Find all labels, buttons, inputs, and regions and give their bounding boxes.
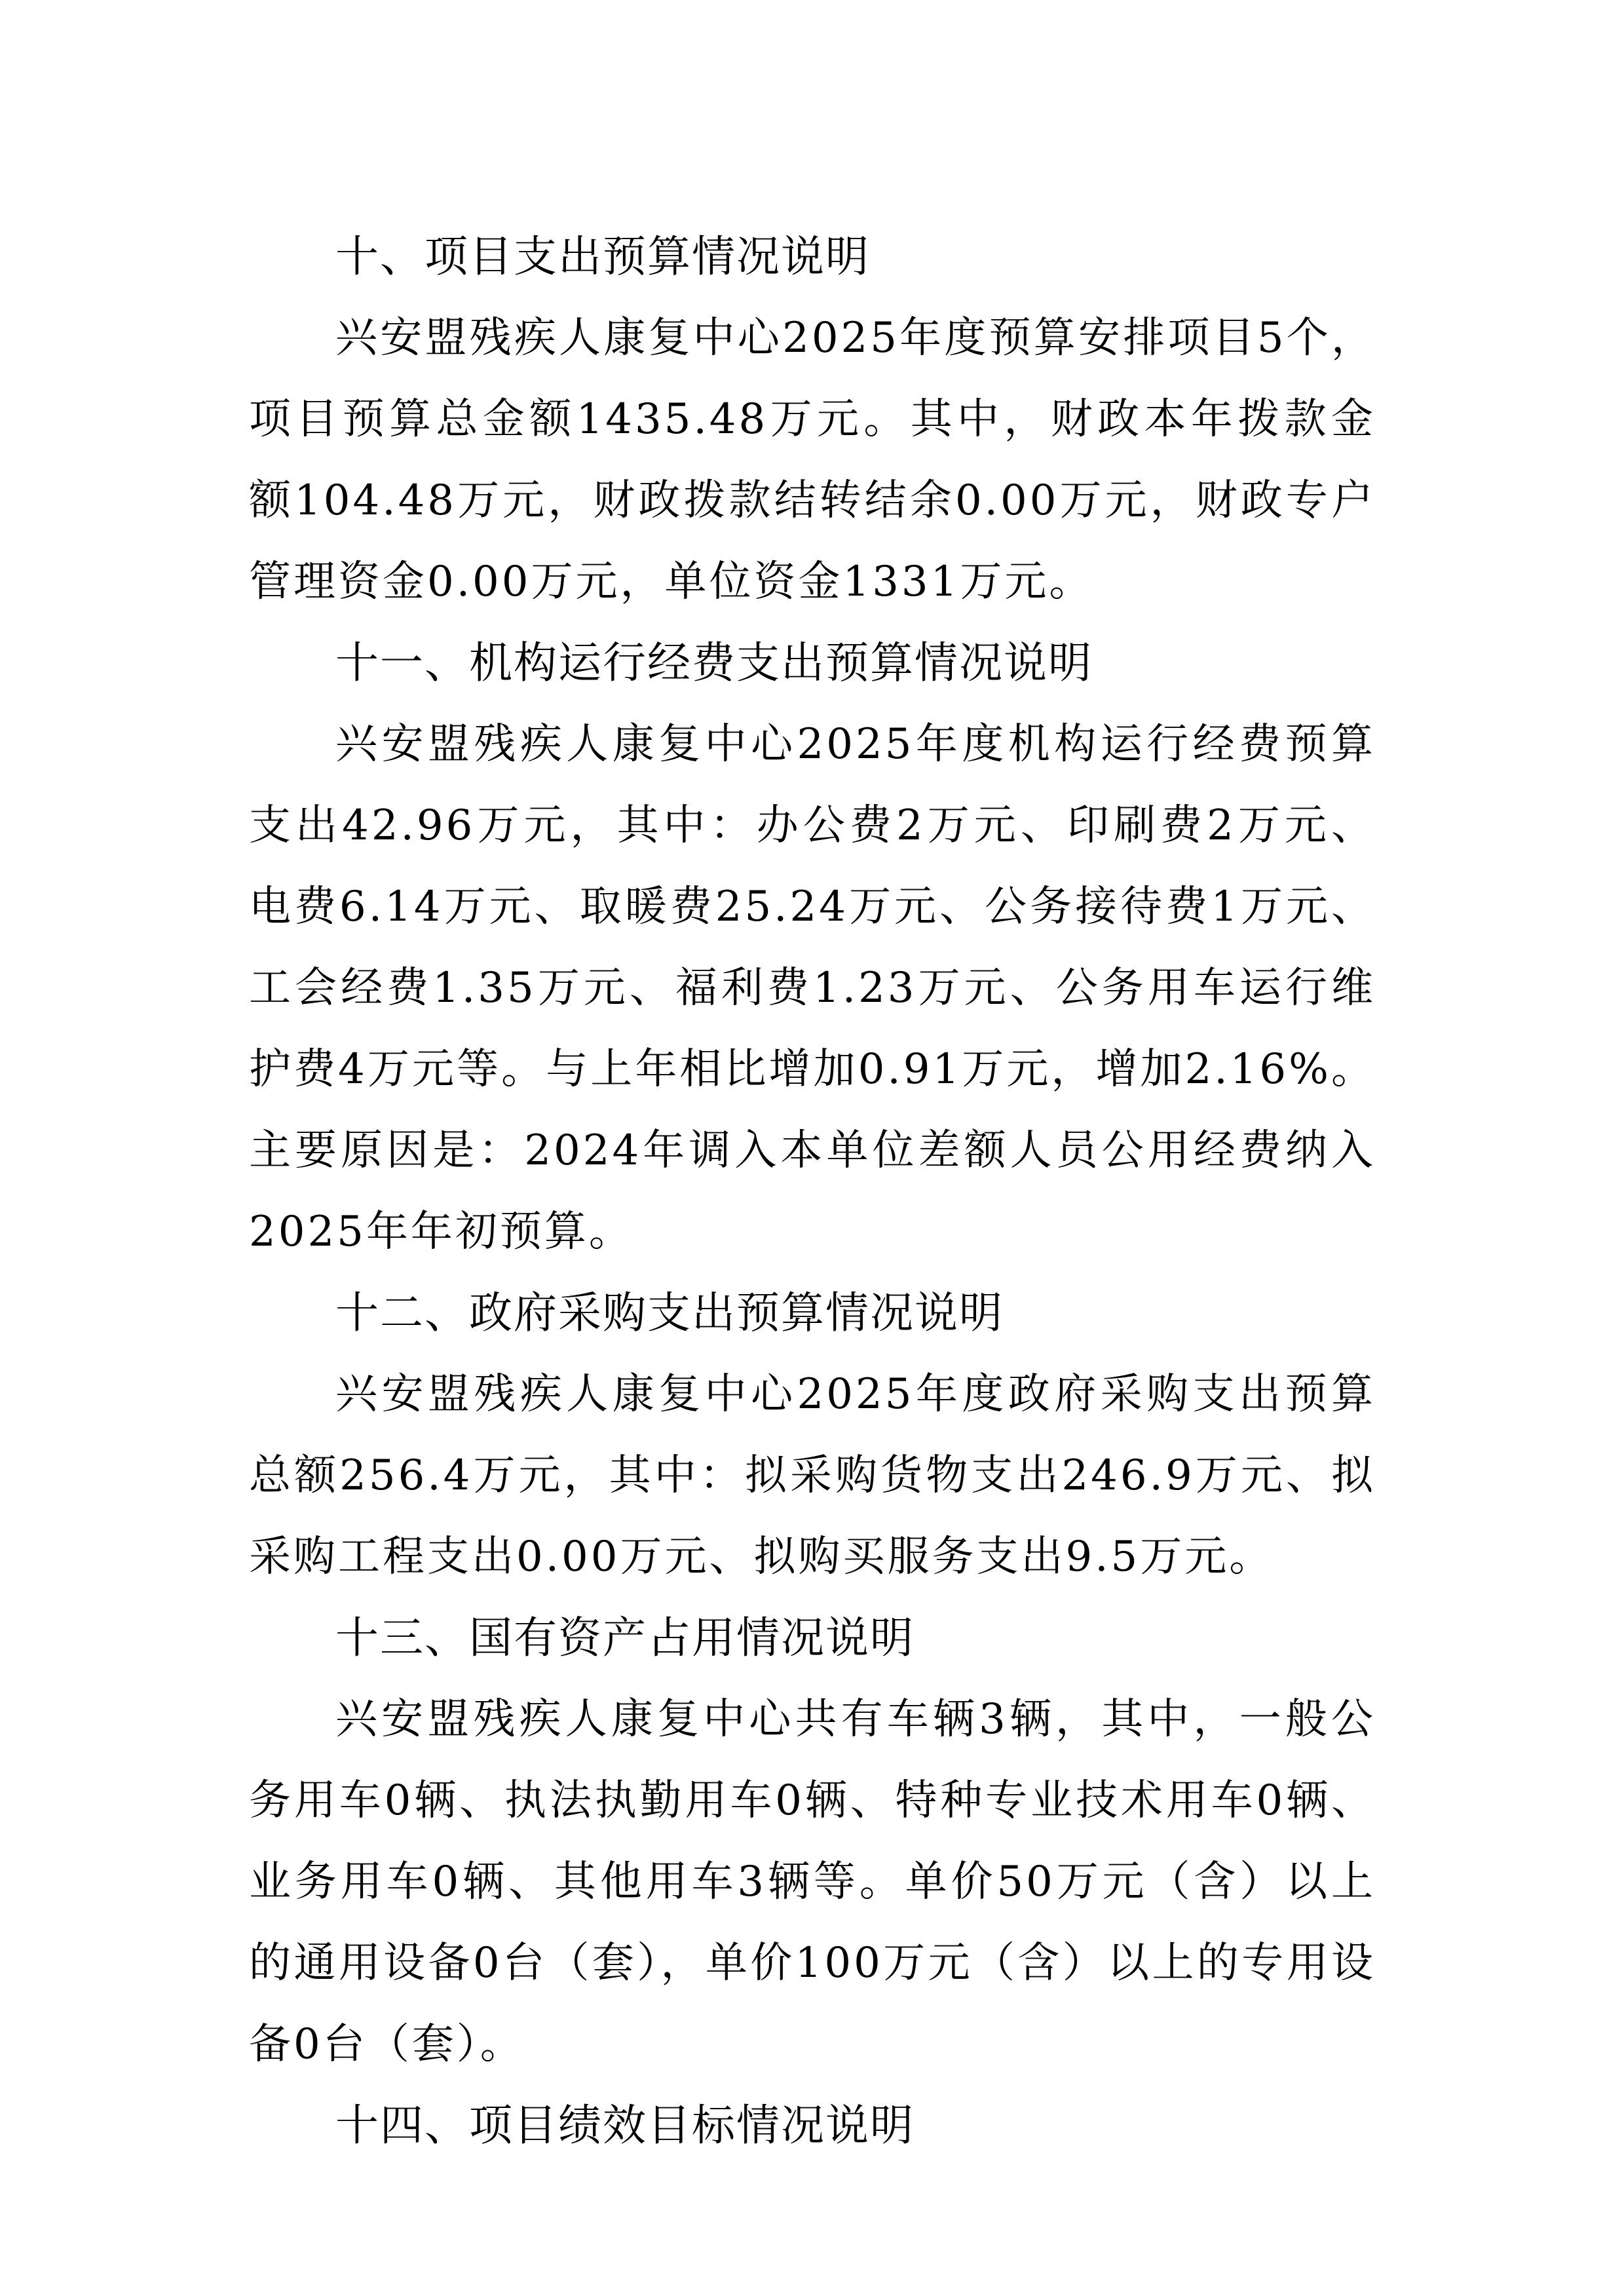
document-content	[249, 216, 1376, 2166]
section-project-expenditure	[249, 216, 1376, 622]
section-paragraph: 兴安盟残疾人康复中心2025年度预算安排项目5个，项目预算总金额1435.48万元。其中，财政本年拨款金额104.48万元，财政拨款结转结余0.00万元，财政专户管理资金0.00万元，单位资金1331万元。	[249, 314, 1376, 606]
section-paragraph: 兴安盟残疾人康复中心共有车辆3辆，其中，一般公务用车0辆、执法执勤用车0辆、特种专业技术用车0辆、业务用车0辆、其他用车3辆等。单价50万元（含）以上的通用设备0台（套），单价100万元（含）以上的专用设备0台（套）。	[249, 1695, 1376, 2069]
section-heading: 十一、机构运行经费支出预算情况说明	[335, 638, 1093, 688]
section-heading: 十二、政府采购支出预算情况说明	[335, 1288, 1004, 1338]
section-paragraph: 兴安盟残疾人康复中心2025年度机构运行经费预算支出42.96万元，其中：办公费2万元、印刷费2万元、电费6.14万元、取暖费25.24万元、公务接待费1万元、工会经费1.35万元、福利费1.23万元、公务用车运行维护费4万元等。与上年相比增加0.91万元，增加2.16%。主要原因是：2024年调入本单位差额人员公用经费纳入2025年年初预算。	[249, 720, 1376, 1256]
section-paragraph: 兴安盟残疾人康复中心2025年度政府采购支出预算总额256.4万元，其中：拟采购货物支出246.9万元、拟采购工程支出0.00万元、拟购买服务支出9.5万元。	[249, 1370, 1376, 1581]
section-heading: 十四、项目绩效目标情况说明	[335, 2100, 915, 2151]
section-government-procurement	[249, 1272, 1376, 1598]
section-state-assets	[249, 1598, 1376, 2085]
section-performance-goals	[249, 2085, 1376, 2166]
section-heading: 十三、国有资产占用情况说明	[335, 1613, 915, 1663]
section-heading: 十、项目支出预算情况说明	[335, 231, 870, 282]
section-operating-expenses	[249, 622, 1376, 1272]
